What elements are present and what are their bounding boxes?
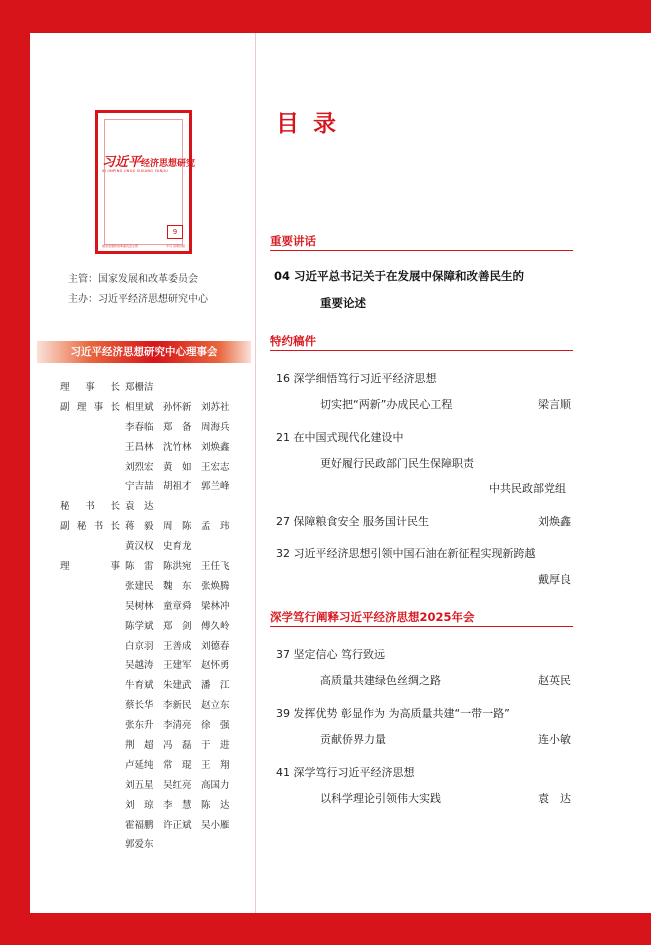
- author-41: 袁 达: [538, 792, 571, 805]
- council-member-name: 李新民: [163, 700, 192, 712]
- council-names: [125, 517, 239, 537]
- council-member-name: 蒋 毅: [125, 521, 154, 533]
- council-names: [125, 776, 239, 796]
- council-member-name: 于 进: [201, 740, 230, 752]
- council-member-name: 周海兵: [201, 421, 230, 433]
- council-member-name: 梁林冲: [201, 600, 230, 612]
- council-member-name: 刘德春: [201, 640, 230, 652]
- council-names: [125, 398, 239, 418]
- council-member-name: 蔡长华: [125, 700, 154, 712]
- council-member-name: 相里斌: [125, 401, 154, 413]
- council-role-char: 书: [85, 501, 95, 513]
- council-role-char: 书: [93, 521, 104, 533]
- council-member-name: 赵怀勇: [201, 660, 230, 672]
- council-member-name: 张建民: [125, 580, 154, 592]
- toc-entry-37[interactable]: 37 坚定信心 笃行致远: [276, 648, 385, 661]
- council-names: [125, 557, 239, 577]
- council-names: [125, 497, 163, 517]
- council-member-name: 童章舜: [163, 600, 192, 612]
- council-member-name: 白京羽: [125, 640, 154, 652]
- council-role-char: 理: [60, 382, 70, 393]
- supervisor-line: 主管：国家发展和改革委员会: [68, 274, 198, 285]
- council-member-name: 王建军: [163, 660, 192, 672]
- council-member-name: 黄汉权: [125, 541, 154, 553]
- author-37: 赵英民: [538, 674, 571, 687]
- council-role: [60, 398, 120, 418]
- council-member-name: 刘五星: [125, 779, 154, 791]
- toc-entry-37-cont[interactable]: 高质量共建绿色丝绸之路: [320, 674, 441, 687]
- magazine-cover: [95, 110, 196, 254]
- author-21: 中共民政部党组: [489, 482, 566, 495]
- council-role-char: 副: [60, 401, 70, 413]
- council-member-name: 李春临: [125, 421, 154, 433]
- council-member-name: 吴红亮: [163, 779, 192, 791]
- council-role-char: 理: [76, 401, 87, 413]
- council-member-name: 吴越涛: [125, 660, 154, 672]
- council-member-name: 魏 东: [163, 580, 192, 592]
- council-member-name: 宁吉喆: [125, 481, 154, 493]
- toc-entry-21-cont[interactable]: 更好履行民政部门民生保障职责: [320, 457, 474, 470]
- council-member-name: 陈 雷: [125, 561, 154, 573]
- council-member-name: 黄 如: [163, 461, 192, 473]
- toc-entry-21[interactable]: 21 在中国式现代化建设中: [276, 431, 404, 444]
- council-member-name: 徐 强: [201, 720, 230, 732]
- council-member-name: 许正斌: [163, 819, 192, 831]
- council-member-name: 孙怀新: [163, 401, 192, 413]
- council-member-name: 王 翔: [201, 759, 230, 771]
- author-27: 刘焕鑫: [538, 515, 571, 528]
- council-member-name: 吴小雁: [201, 819, 230, 831]
- cover-logo: [102, 151, 195, 170]
- council-names: [125, 378, 163, 398]
- council-member-name: 李清亮: [163, 720, 192, 732]
- cover-issue-number: 9: [167, 225, 183, 239]
- council-role-char: 理: [60, 561, 70, 573]
- council-member-name: 郭爱东: [125, 839, 154, 851]
- toc-entry-39[interactable]: 39 发挥优势 彰显作为 为高质量共建“一带一路”: [276, 707, 510, 720]
- council-names: [125, 477, 239, 497]
- toc-entry-16-cont[interactable]: 切实把“两新”办成民心工程: [320, 398, 453, 411]
- council-names: [125, 577, 239, 597]
- column-divider: [255, 33, 256, 913]
- council-member-name: 朱建武: [163, 680, 192, 692]
- council-title-bar: 习近平经济思想研究中心理事会: [37, 341, 251, 363]
- council-role-char: 秘: [76, 521, 87, 533]
- author-16: 梁言顺: [538, 398, 571, 411]
- cover-footer-right: 半月 双周出版: [166, 244, 185, 248]
- council-member-name: 刘烈宏: [125, 461, 154, 473]
- council-member-name: 孟 玮: [201, 521, 230, 533]
- council-role-char: 副: [60, 521, 70, 533]
- council-member-name: 史育龙: [163, 541, 192, 553]
- cover-logo-title: 经济思想研究: [141, 159, 196, 169]
- cover-logo-mark: 习近平: [102, 155, 142, 170]
- council-member-name: 霍福鹏: [125, 819, 154, 831]
- council-names: [125, 796, 239, 816]
- council-member-name: 赵立东: [201, 700, 230, 712]
- toc-entry-04[interactable]: 04 习近平总书记关于在发展中保障和改善民生的: [274, 269, 525, 283]
- section-heading-special: 特约稿件: [270, 333, 573, 351]
- council-names: [125, 637, 239, 657]
- council-names: [125, 816, 239, 836]
- council-member-name: 王任飞: [201, 561, 230, 573]
- council-member-name: 李 慧: [163, 799, 192, 811]
- council-names: [125, 656, 239, 676]
- council-names: [125, 438, 239, 458]
- council-member-name: 张焕腾: [201, 580, 230, 592]
- council-member-name: 冯 磊: [163, 740, 192, 752]
- toc-entry-32[interactable]: 32 习近平经济思想引领中国石油在新征程实现新跨越: [276, 547, 536, 560]
- council-member-name: 袁 达: [125, 501, 154, 513]
- council-names: [125, 597, 239, 617]
- council-names: [125, 537, 201, 557]
- council-member-name: 卢延纯: [125, 759, 154, 771]
- council-names: [125, 676, 239, 696]
- author-32: 戴厚良: [538, 573, 571, 586]
- council-member-name: 高国力: [201, 779, 230, 791]
- council-member-name: 郑 备: [163, 421, 192, 433]
- author-39: 连小敏: [538, 733, 571, 746]
- council-names: [125, 716, 239, 736]
- council-names: [125, 696, 239, 716]
- council-member-name: 牛育斌: [125, 680, 154, 692]
- council-member-name: 胡祖才: [163, 481, 192, 493]
- council-role: [60, 557, 120, 577]
- council-member-name: 潘 江: [201, 680, 230, 692]
- council-member-name: 刘 琼: [125, 799, 154, 811]
- council-member-name: 王昌林: [125, 441, 154, 453]
- council-names: [125, 756, 239, 776]
- toc-entry-39-cont[interactable]: 贡献侨界力量: [320, 733, 386, 746]
- council-member-name: 郭兰峰: [201, 481, 230, 493]
- council-member-name: 郑 剑: [163, 620, 192, 632]
- section-heading-speeches: 重要讲话: [270, 233, 573, 251]
- council-role-char: 长: [110, 401, 120, 413]
- toc-entry-41[interactable]: 41 深学笃行习近平经济思想: [276, 766, 415, 779]
- council-member-name: 张东升: [125, 720, 154, 732]
- cover-footer-left: 国家发展和改革委员会主管: [102, 244, 139, 248]
- council-role-char: 长: [110, 521, 120, 533]
- council-role-char: 长: [110, 501, 120, 513]
- toc-entry-41-cont[interactable]: 以科学理论引领伟大实践: [320, 792, 441, 805]
- council-member-name: 陈 达: [201, 799, 230, 811]
- council-member-name: 傅久岭: [201, 620, 230, 632]
- council-member-name: 刘焕鑫: [201, 441, 230, 453]
- toc-entry-16[interactable]: 16 深学细悟笃行习近平经济思想: [276, 372, 437, 385]
- council-names: [125, 617, 239, 637]
- council-role-char: 事: [85, 382, 95, 393]
- council-member-name: 沈竹林: [163, 441, 192, 453]
- council-member-name: 郑栅洁: [125, 382, 154, 393]
- council-member-name: 刘苏社: [201, 401, 230, 413]
- council-names: [125, 736, 239, 756]
- council-member-name: 周 陈: [163, 521, 192, 533]
- council-names: [125, 835, 163, 855]
- council-names: [125, 418, 239, 438]
- council-member-name: 王善成: [163, 640, 192, 652]
- council-role-char: 秘: [60, 501, 70, 513]
- council-role: [60, 517, 120, 537]
- host-line: 主办：习近平经济思想研究中心: [68, 294, 208, 305]
- council-member-name: 荆 超: [125, 740, 154, 752]
- council-member-name: 陈洪宛: [163, 561, 192, 573]
- toc-entry-27[interactable]: 27 保障粮食安全 服务国计民生: [276, 515, 429, 528]
- cover-subtitle: XI JINPING JINGJI SIXIANG YANJIU: [102, 169, 169, 173]
- council-member-name: 王宏志: [201, 461, 230, 473]
- council-role-char: 长: [110, 382, 120, 393]
- council-member-name: 吴树林: [125, 600, 154, 612]
- toc-title: 目 录: [276, 111, 340, 137]
- section-heading-conference: 深学笃行阐释习近平经济思想2025年会: [270, 609, 573, 627]
- council-member-name: 陈学斌: [125, 620, 154, 632]
- council-role-char: 事: [110, 561, 120, 573]
- council-role: [60, 378, 120, 398]
- toc-entry-04-cont[interactable]: 重要论述: [320, 296, 366, 310]
- council-role-char: 事: [93, 401, 104, 413]
- council-member-name: 常 琨: [163, 759, 192, 771]
- council-names: [125, 458, 239, 478]
- council-role: [60, 497, 120, 517]
